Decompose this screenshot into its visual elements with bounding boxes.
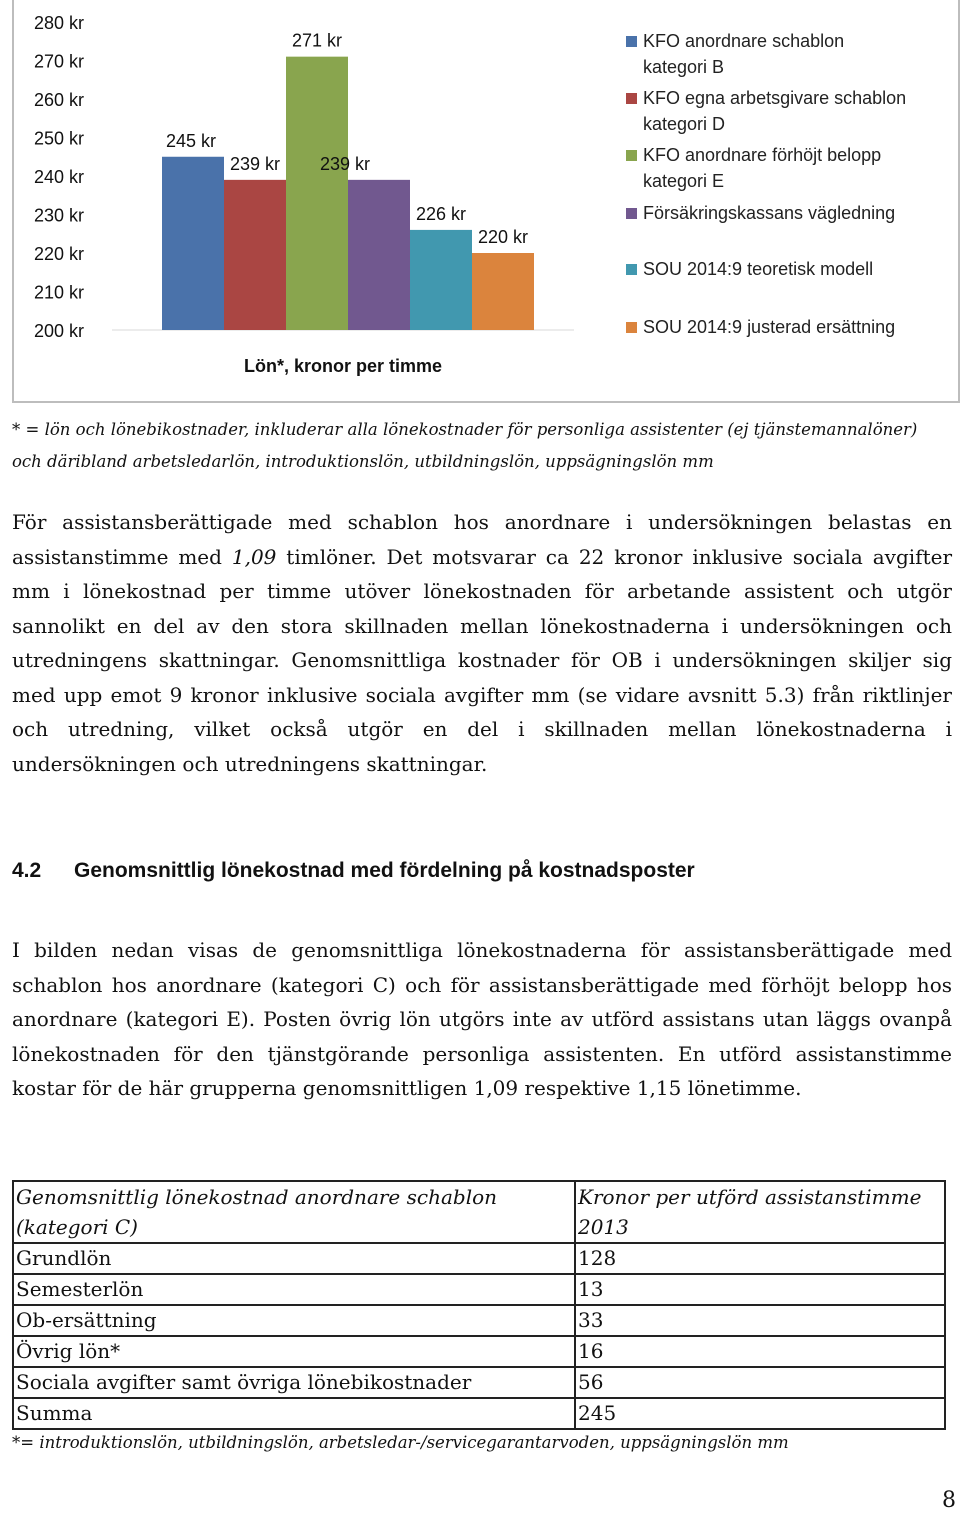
table-cell-label: Ob-ersättning [13, 1305, 575, 1336]
bar-value-label: 245 kr [166, 130, 217, 151]
table-row-total [13, 1398, 945, 1429]
paragraph-1-after: timlöner. Det motsvarar ca 22 kronor inklusive sociala avgifter mm i lönekostnad per timme utöver lönekostnaden för arbetande assistent och utgör sannolikt en del av den stora skillnaden mellan lönekostnaderna i undersökningen och utredningens skattningar. Genomsnittliga kostnader för OB i undersökningen skiljer sig med upp emot 9 kronor inklusive sociala avgifter mm (se vidare avsnitt 5.3) från riktlinjer och utredning, vilket också utgör en del i skillnaden mellan lönekostnaderna i undersökningen och utredningens skattningar. [12, 544, 953, 776]
legend-item [626, 200, 943, 226]
table-header-label: Genomsnittlig lönekostnad anordnare schablon (kategori C) [13, 1181, 575, 1243]
y-tick-label: 220 kr [34, 244, 85, 264]
legend-swatch [626, 93, 637, 104]
legend-swatch [626, 322, 637, 333]
bar [224, 180, 286, 330]
bar-value-label: 220 kr [478, 227, 529, 247]
table-cell-value: 128 [575, 1243, 945, 1274]
table-row [13, 1305, 945, 1336]
table-cell-label: Sociala avgifter samt övriga lönebikostnader [13, 1367, 575, 1398]
legend-label: KFO egna arbetsgivare schablon kategori D [643, 88, 907, 134]
chart-container [12, 0, 960, 403]
page-number: 8 [942, 1488, 956, 1513]
x-axis-title: Lön*, kronor per timme [244, 356, 443, 376]
bar-value-label: 271 kr [292, 30, 343, 51]
bar-value-label: 226 kr [416, 203, 467, 224]
bar-value-label: 239 kr [230, 153, 281, 174]
y-tick-label: 260 kr [34, 90, 85, 110]
y-tick-label: 270 kr [34, 51, 85, 72]
table-header-row [13, 1181, 945, 1243]
table-row [13, 1367, 945, 1398]
legend-swatch [626, 264, 637, 275]
table-cell-label: Grundlön [13, 1243, 575, 1274]
section-number: 4.2 [12, 859, 42, 882]
legend-swatch [626, 150, 637, 161]
y-tick-label: 210 kr [34, 282, 85, 303]
table-cell-value: 33 [575, 1305, 945, 1336]
bar [410, 230, 472, 330]
section-heading [12, 856, 695, 886]
table-header-value: Kronor per utförd assistanstimme 2013 [575, 1181, 945, 1243]
table-cell-label: Övrig lön* [13, 1336, 575, 1367]
table-row [13, 1274, 945, 1305]
bar-value-label: 239 kr [320, 153, 371, 174]
table-cell-label: Semesterlön [13, 1274, 575, 1305]
paragraph-1 [12, 505, 952, 781]
paragraph-2: I bilden nedan visas de genomsnittliga lönekostnaderna för assistansberättigade med schablon hos anordnare (kategori C) och för assistansberättigade med förhöjt belopp hos anordnare (kategori E). Posten övrig lön utgörs inte av utförd assistans utan läggs ovanpå lönekostnaden för den tjänstgörande personliga assistenten. En utförd assistanstimme kostar för de här grupperna genomsnittligen 1,09 respektive 1,15 lönetimme. [12, 938, 952, 1100]
table-cell-label: Summa [13, 1398, 575, 1429]
bar [286, 57, 348, 330]
table-cell-value: 245 [575, 1398, 945, 1429]
table-cell-value: 56 [575, 1367, 945, 1398]
legend-label: SOU 2014:9 teoretisk modell [643, 259, 874, 279]
legend-label: SOU 2014:9 justerad ersättning [643, 317, 896, 337]
legend-item [626, 28, 873, 80]
legend-item [626, 85, 928, 137]
legend-label: Försäkringskassans vägledning [643, 203, 896, 223]
legend-item [626, 142, 913, 194]
y-tick-label: 200 kr [34, 321, 85, 341]
table-row [13, 1243, 945, 1274]
legend-item [626, 314, 943, 340]
bar [472, 253, 534, 330]
y-tick-label: 240 kr [34, 167, 85, 187]
chart-footnote: * = lön och lönebikostnader, inkluderar alla lönekostnader för personliga assistenter (ej tjänstemannalöner) och däribland arbetsledarlön, introduktionslön, utbildningslön, uppsägningslön mm [12, 420, 918, 471]
y-tick-label: 230 kr [34, 205, 85, 226]
legend-swatch [626, 36, 637, 47]
y-tick-label: 280 kr [34, 13, 85, 33]
legend-item [626, 256, 943, 282]
cost-table [12, 1180, 946, 1430]
legend-label: KFO anordnare schablon kategori B [643, 31, 845, 77]
paragraph-1-before: För assistansberättigade med schablon hos anordnare i undersökningen belastas en assistanstimme med [12, 510, 952, 569]
table-row [13, 1336, 945, 1367]
table-cell-value: 16 [575, 1336, 945, 1367]
table-footnote: *= introduktionslön, utbildningslön, arbetsledar-/servicegarantarvoden, uppsägningslön mm [12, 1433, 789, 1452]
y-tick-label: 250 kr [34, 128, 85, 149]
legend-swatch [626, 208, 637, 219]
bar [162, 157, 224, 330]
section-title: Genomsnittlig lönekostnad med fördelning på kostnadsposter [74, 859, 695, 882]
bar [348, 180, 410, 330]
table-cell-value: 13 [575, 1274, 945, 1305]
legend-label: KFO anordnare förhöjt belopp kategori E [643, 145, 882, 191]
paragraph-1-emphasis: 1,09 [231, 544, 277, 569]
